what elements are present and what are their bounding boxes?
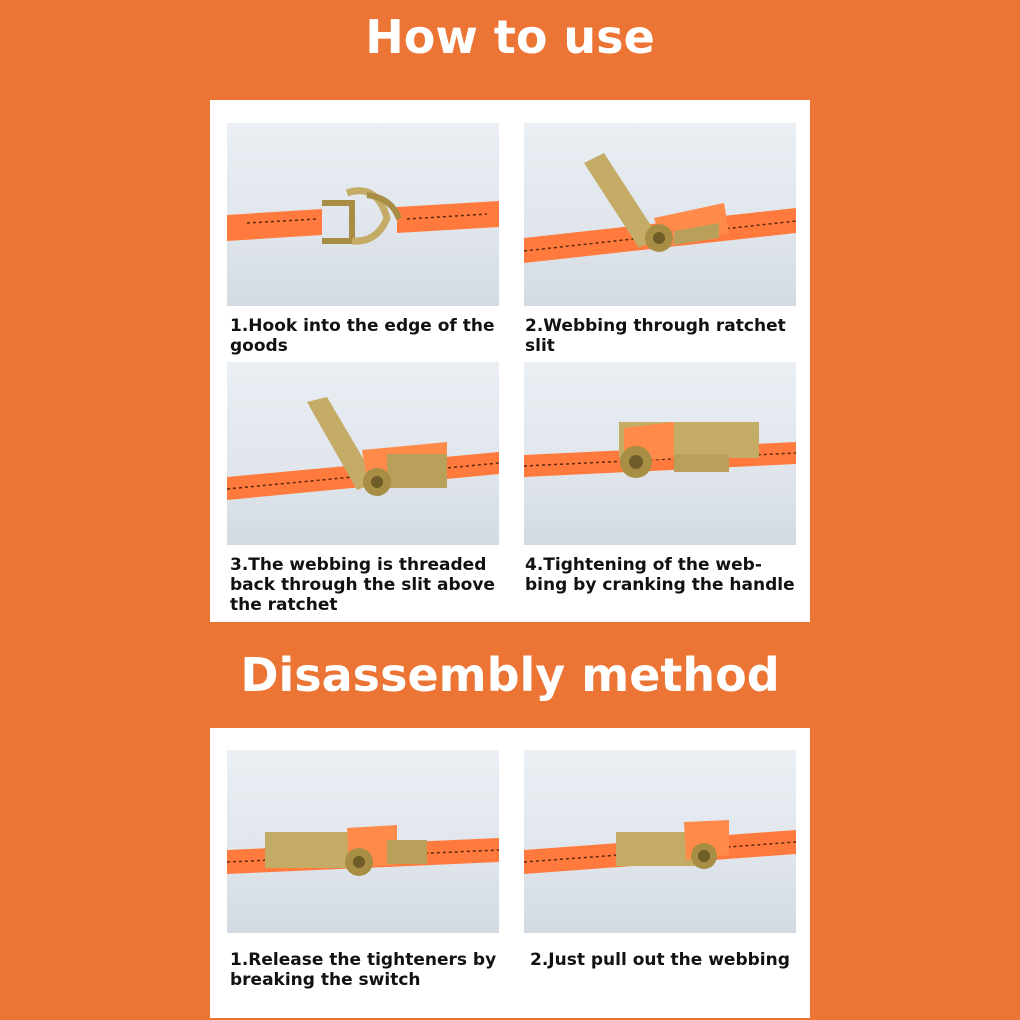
step-caption: 2.Just pull out the webbing [530, 950, 790, 970]
ratchet-closed-photo [524, 362, 796, 545]
step-caption: 1.Hook into the edge of the goods [230, 316, 495, 356]
ratchet-open-photo [524, 123, 796, 306]
step-caption: 3.The webbing is threaded back through the slit above the ratchet [230, 555, 495, 615]
how-to-use-title: How to use [365, 10, 655, 64]
ratchet-release-photo [227, 750, 499, 933]
how-to-use-panel [210, 100, 810, 622]
hook-on-strap-photo [227, 123, 499, 306]
disassembly-title: Disassembly method [240, 648, 780, 702]
step-caption: 1.Release the tighteners by breaking the switch [230, 950, 497, 990]
step-caption: 2.Webbing through ratchet slit [525, 316, 786, 356]
ratchet-threaded-photo [227, 362, 499, 545]
disassembly-panel [210, 728, 810, 1018]
ratchet-pull-photo [524, 750, 796, 933]
step-caption: 4.Tightening of the web- bing by cranking the handle [525, 555, 795, 595]
